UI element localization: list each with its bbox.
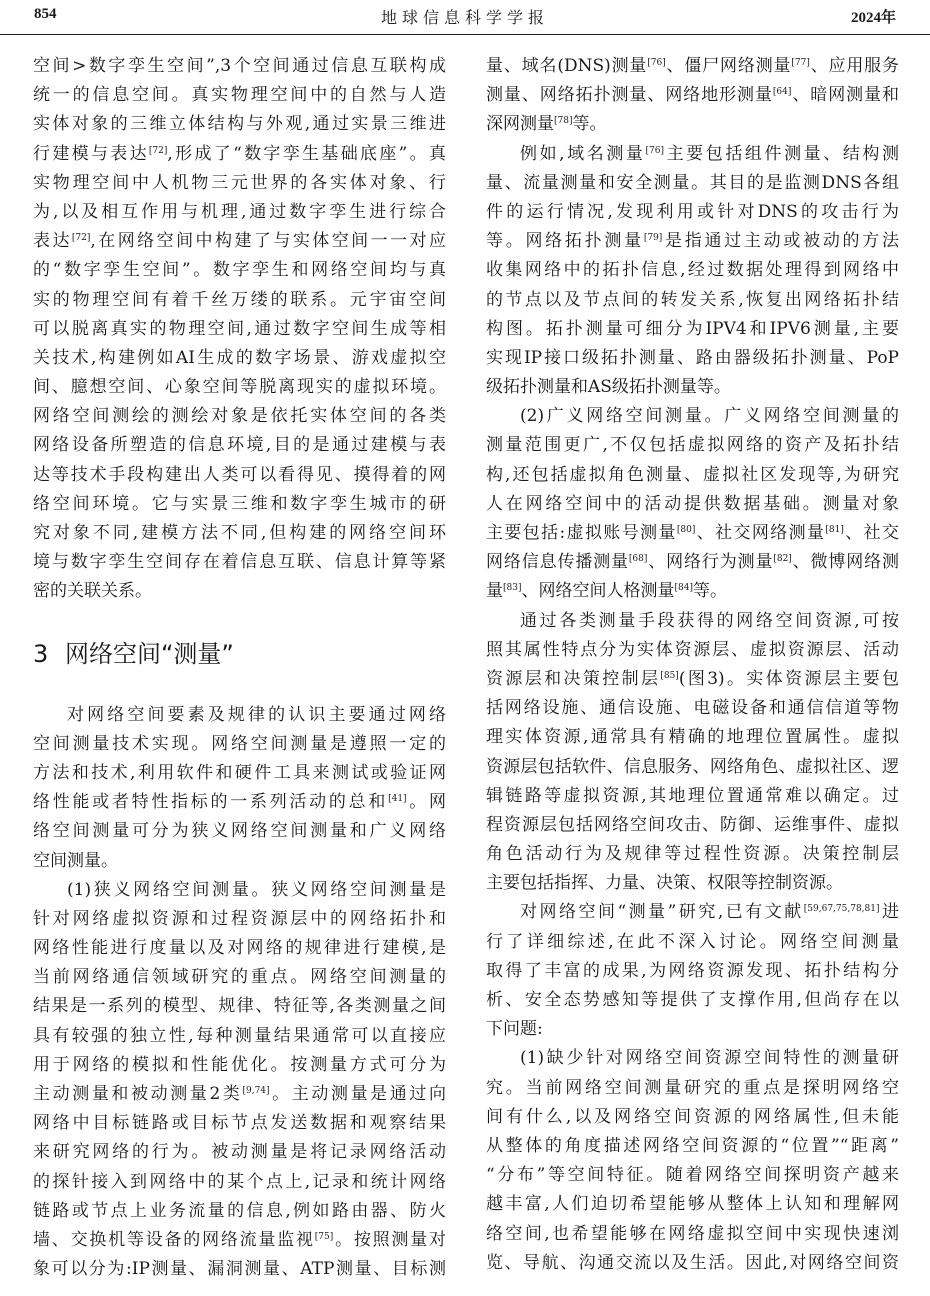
text-line: 实物理空间中人机物三元世界的各实体对象、行 <box>33 172 446 193</box>
text-line: 对网络空间“测量”研究,已有文献[59,67,75,78,81]进 <box>520 902 899 923</box>
text-line: 主动测量和被动测量2类[9,74]。主动测量是通过向 <box>33 1084 446 1104</box>
text-line: 关技术,构建例如AI生成的数字场景、游戏虚拟空 <box>33 347 446 368</box>
citation: [76] <box>645 145 664 156</box>
publication-year: 2024年 <box>850 10 896 26</box>
text-line: 资源层包括软件、信息服务、网络角色、虚拟社区、逻 <box>486 756 899 777</box>
text-line: 量、流量测量和安全测量。其目的是监测DNS各组 <box>486 172 899 193</box>
text-line: 对网络空间要素及规律的认识主要通过网络 <box>67 704 446 725</box>
text-line: 辑链路等虚拟资源,其地理位置通常难以确定。过 <box>486 785 899 806</box>
text-line: “分布”等空间特征。随着网络空间探明资产越来 <box>486 1165 899 1186</box>
citation: [81] <box>825 525 844 535</box>
text-line: 实现IP接口级拓扑测量、路由器级拓扑测量、PoP <box>486 347 899 368</box>
text-line: 来研究网络的行为。被动测量是将记录网络活动 <box>33 1142 446 1163</box>
text-line: 构图。拓扑测量可细分为IPV4和IPV6测量,主要 <box>486 318 899 339</box>
text-line: 当前网络通信领域研究的重点。网络空间测量的 <box>33 967 446 988</box>
text-line: 测量范围更广,不仅包括虚拟网络的资产及拓扑结 <box>486 435 899 456</box>
paragraph <box>33 701 446 876</box>
section-title: 网络空间“测量” <box>65 639 234 668</box>
citation: [9,74] <box>242 1086 270 1096</box>
text-line: 构,还包括虚拟角色测量、虚拟社区发现等,为研究 <box>486 464 899 485</box>
text-line: 具有较强的独立性,每种测量结果通常可以直接应 <box>33 1025 446 1046</box>
text-line: 网络中目标链路或目标节点发送数据和观察结果 <box>33 1113 446 1134</box>
text-line: 用于网络的模拟和性能优化。按测量方式可分为 <box>33 1054 446 1075</box>
citation: [41] <box>388 794 407 805</box>
text-line: 究对象不同,建模方法不同,但构建的网络空间环 <box>33 523 446 543</box>
text-line: 络空间,也希望能够在网络虚拟空间中实现快速浏 <box>486 1223 899 1244</box>
text-line: 览、导航、沟通交流以及生活。因此,对网络空间资 <box>486 1252 899 1273</box>
text-line: (1)狭义网络空间测量。狭义网络空间测量是 <box>67 879 446 900</box>
citation: [83] <box>503 583 522 594</box>
citation: [80] <box>676 525 696 535</box>
left-column <box>33 52 446 1284</box>
text-line: 例如,域名测量[76]主要包括组件测量、结构测 <box>520 143 900 164</box>
text-line: 程资源层包括网络空间攻击、防御、运维事件、虚拟 <box>486 814 899 835</box>
text-line: 越丰富,人们迫切希望能够从整体上认知和理解网 <box>486 1194 899 1215</box>
text-line: 件的运行情况,发现利用或针对DNS的攻击行为 <box>486 201 899 222</box>
text-line: 网络设备所塑造的信息环境,目的是通过建模与表 <box>33 435 446 456</box>
text-line: 资源层和决策控制层[85](图3)。实体资源层主要包 <box>486 668 899 689</box>
citation: [68] <box>628 554 648 565</box>
text-line: 测量、网络拓扑测量、网络地形测量[64]、暗网测量和 <box>486 85 900 106</box>
text-line: 理实体资源,通常具有精确的地理位置属性。虚拟 <box>486 727 899 748</box>
text-line: 境与数字孪生空间存在着信息互联、信息计算等紧 <box>33 552 446 573</box>
text-line: 取得了丰富的成果,为网络资源发现、拓扑结构分 <box>486 960 899 981</box>
text-line: 结果是一系列的模型、规律、特征等,各类测量之间 <box>33 996 446 1017</box>
paragraph <box>486 402 899 606</box>
text-line: 的节点以及节点间的转发关系,恢复出网络拓扑结 <box>486 289 899 310</box>
paragraph <box>486 1044 899 1278</box>
right-column <box>486 52 899 1278</box>
citation: [85] <box>660 670 679 681</box>
page-number: 854 <box>34 6 57 22</box>
text-line: 方法和技术,利用软件和硬件工具来测试或验证网 <box>33 762 446 783</box>
citation: [64] <box>772 87 792 98</box>
text-line: 为,以及相互作用与机理,通过数字孪生进行综合 <box>33 201 446 222</box>
text-line: 的“数字孪生空间”。数字孪生和网络空间均与真 <box>33 260 446 281</box>
text-line: 行建模与表达[72],形成了“数字孪生基础底座”。真 <box>33 143 446 164</box>
citation: [72] <box>148 145 168 156</box>
text-line: 针对网络虚拟资源和过程资源层中的网络拓扑和 <box>33 908 446 929</box>
text-line: 空间测量。 <box>33 850 118 871</box>
citation: [78] <box>554 116 573 127</box>
citation: [75] <box>314 1231 334 1242</box>
citation: [82] <box>773 554 792 565</box>
text-line: 络空间测量可分为狭义网络空间测量和广义网络 <box>33 821 446 842</box>
text-line: 量、域名(DNS)测量[76]、僵尸网络测量[77]、应用服务 <box>486 56 900 76</box>
text-line: 墙、交换机等设备的网络流量监视[75]。按照测量对 <box>33 1229 446 1250</box>
text-line: 可以脱离真实的物理空间,通过数字空间生成等相 <box>33 318 446 339</box>
text-line: 空间测量技术实现。网络空间测量是遵照一定的 <box>33 733 446 754</box>
citation: [84] <box>674 583 693 594</box>
text-line: (1)缺少针对网络空间资源空间特性的测量研 <box>520 1048 899 1069</box>
paragraph <box>486 52 899 140</box>
text-line: 收集网络中的拓扑信息,经过数据处理得到网络中 <box>486 260 899 281</box>
text-line: 的探针接入到网络中的某个点上,记录和统计网络 <box>33 1171 446 1192</box>
text-line: 统一的信息空间。真实物理空间中的自然与人造 <box>33 85 446 106</box>
text-line: 照其属性特点分为实体资源层、虚拟资源层、活动 <box>486 639 899 660</box>
text-line: 下问题: <box>486 1019 543 1040</box>
text-line: 达等技术手段构建出人类可以看得见、摸得着的网 <box>33 464 446 485</box>
text-line: 网络性能进行度量以及对网络的规律进行建模,是 <box>33 938 446 959</box>
text-line: 实体对象的三维立体结构与外观,通过实景三维进 <box>33 114 446 135</box>
section-heading <box>33 626 446 682</box>
text-line: 实的物理空间有着千丝万缕的联系。元宇宙空间 <box>33 289 446 310</box>
journal-title: 地球信息科学学报 <box>380 8 549 27</box>
text-line: 通过各类测量手段获得的网络空间资源,可按 <box>520 610 899 631</box>
text-line: 络性能或者特性指标的一系列活动的总和[41]。网 <box>33 792 447 813</box>
citation: [79] <box>643 233 663 244</box>
text-line: 括网络设施、通信设施、电磁设备和通信信道等物 <box>486 698 899 719</box>
text-line: 究。当前网络空间测量研究的重点是探明网络空 <box>486 1077 899 1098</box>
text-line: 等。网络拓扑测量[79]是指通过主动或被动的方法 <box>486 231 900 252</box>
text-line: 人在网络空间中的活动提供数据基础。测量对象 <box>486 493 899 514</box>
text-line: 角色活动行为及规律等过程性资源。决策控制层 <box>486 844 899 865</box>
paragraph <box>33 52 446 607</box>
text-line: 网络信息传播测量[68]、网络行为测量[82]、微博网络测 <box>486 552 900 573</box>
text-line: 密的关联关系。 <box>33 581 152 602</box>
text-line: 析、安全态势感知等提供了支撑作用,但尚存在以 <box>486 990 899 1010</box>
paragraph <box>486 607 899 899</box>
citation: [72] <box>71 233 91 244</box>
text-line: 行了详细综述,在此不深入讨论。网络空间测量 <box>486 931 899 952</box>
paragraph <box>33 876 446 1285</box>
text-line: 量[83]、网络空间人格测量[84]等。 <box>486 581 727 602</box>
text-line: 表达[72],在网络空间中构建了与实体空间一一对应 <box>33 231 447 252</box>
text-line: 从整体的角度描述网络空间资源的“位置”“距离” <box>486 1135 899 1156</box>
text-line: 主要包括指挥、力量、决策、权限等控制资源。 <box>486 873 843 894</box>
text-line: 象可以分为:IP测量、漏洞测量、ATP测量、目标测 <box>33 1259 446 1280</box>
page-header <box>0 0 930 35</box>
text-line: 空间>数字孪生空间”,3个空间通过信息互联构成 <box>33 56 446 76</box>
text-line: 深网测量[78]等。 <box>486 114 607 135</box>
citation: [76] <box>647 58 666 68</box>
paragraph <box>486 898 899 1044</box>
text-line: 级拓扑测量和AS级拓扑测量等。 <box>486 377 731 398</box>
text-line: (2)广义网络空间测量。广义网络空间测量的 <box>520 406 899 427</box>
text-line: 网络空间测绘的测绘对象是依托实体空间的各类 <box>33 406 446 427</box>
section-number: 3 <box>33 639 49 668</box>
citation: [77] <box>791 58 810 68</box>
text-line: 主要包括:虚拟账号测量[80]、社交网络测量[81]、社交 <box>486 523 900 543</box>
text-line: 链路或节点上业务流量的信息,例如路由器、防火 <box>33 1200 446 1221</box>
text-line: 间、臆想空间、心象空间等脱离现实的虚拟环境。 <box>33 377 446 398</box>
text-line: 间有什么,以及网络空间资源的网络属性,但未能 <box>486 1106 899 1127</box>
text-line: 络空间环境。它与实景三维和数字孪生城市的研 <box>33 493 446 514</box>
paragraph <box>486 140 899 403</box>
citation: [59,67,75,78,81] <box>803 904 880 915</box>
